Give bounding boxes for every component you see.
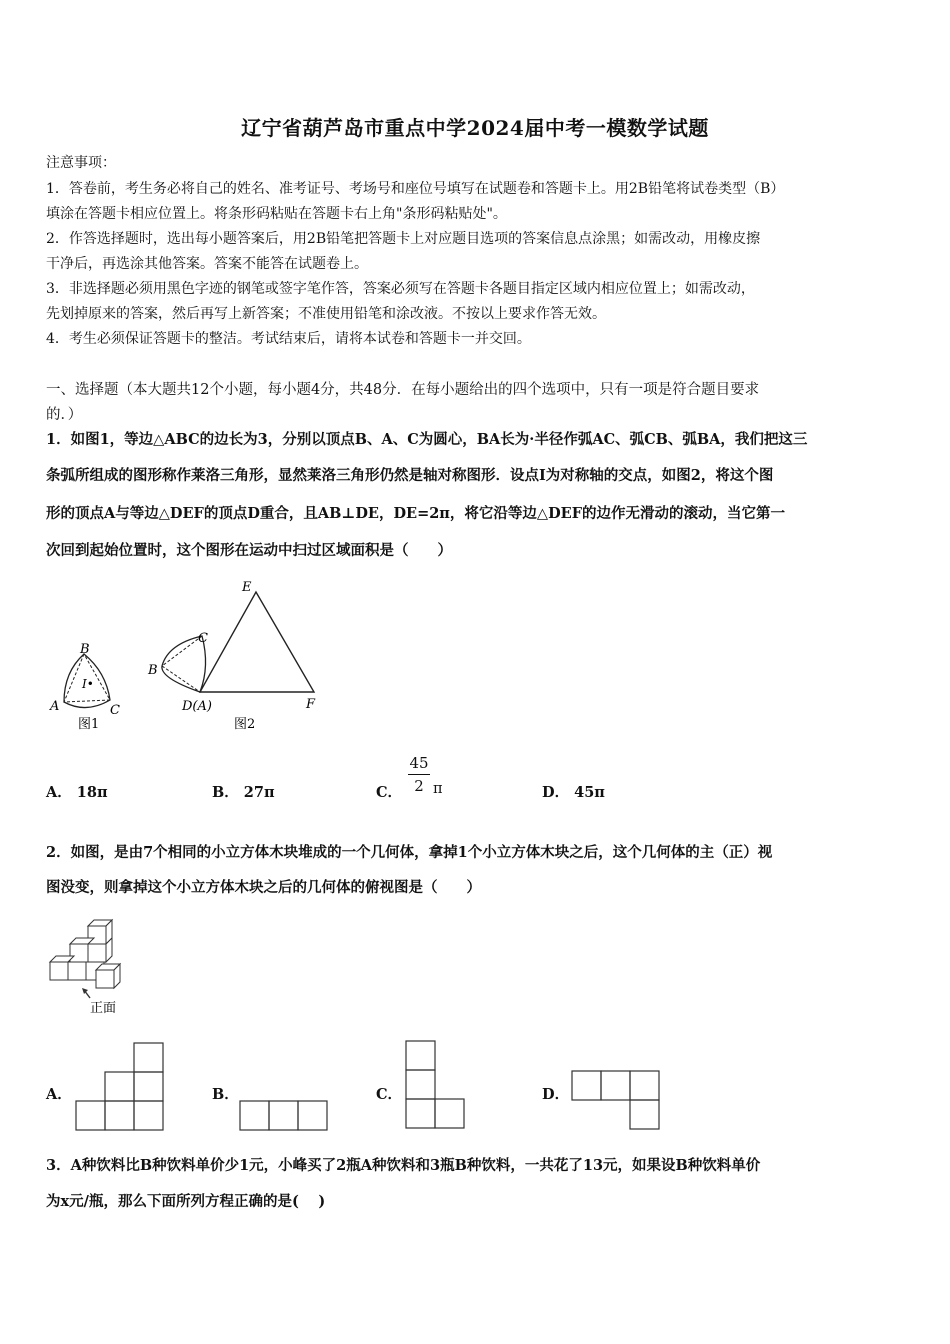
fig1-label-a: A (50, 699, 60, 714)
page-title: 辽宁省葫芦岛市重点中学2024届中考一模数学试题 (241, 116, 709, 140)
reuleaux-figure-2 (146, 574, 326, 736)
cube-stack-figure (44, 916, 134, 1024)
q1-text: 1．如图1，等边△ABC的边长为3，分别以顶点B、A、C为圆心，BA长为·半径作弧AC、弧CB、弧BA，我们把这三 (46, 431, 808, 448)
q1-text: 次回到起始位置时，这个图形在运动中扫过区域面积是（ ） (46, 542, 452, 559)
front-label: 正面 (90, 1001, 117, 1016)
q2-option-a-figure (74, 1042, 166, 1132)
q2-option-c-figure (404, 1040, 468, 1132)
fig1-label-b: B (80, 642, 90, 657)
fig1-label-i: I• (82, 677, 94, 691)
fig1-caption: 图1 (78, 717, 100, 732)
q2-text: 2．如图，是由7个相同的小立方体木块堆成的一个几何体，拿掉1个小立方体木块之后，这个几何体的主（正）视 (46, 844, 773, 861)
notice-line: 填涂在答题卡相应位置上。将条形码粘贴在答题卡右上角"条形码粘贴处"。 (46, 206, 507, 222)
section-heading: 的．） (46, 407, 83, 423)
fraction-bar (408, 774, 430, 775)
notice-line: 2．作答选择题时，选出每小题答案后，用2B铅笔把答题卡上对应题目选项的答案信息点涂黑；如需改动，用橡皮擦 (46, 231, 761, 247)
notice-line: 1．答卷前，考生务必将自己的姓名、准考证号、考场号和座位号填写在试题卷和答题卡上。用2B铅笔将试卷类型（B） (46, 181, 785, 197)
q2-text: 图没变，则拿掉这个小立方体木块之后的几何体的俯视图是（ ） (46, 879, 481, 896)
fig2-label-c: C (198, 631, 208, 646)
q1-option-c-pi: π (433, 781, 443, 797)
q2-option-d-figure (570, 1070, 662, 1132)
section-heading: 一、选择题（本大题共12个小题，每小题4分，共48分．在每小题给出的四个选项中，只有一项是符合题目要求 (46, 382, 760, 398)
q2-option-d[interactable]: D． (542, 1086, 570, 1103)
q1-text: 形的顶点A与等边△DEF的顶点D重合，且AB⊥DE，DE=2π，将它沿等边△DEF的边作无滑动的滚动，当它第一 (46, 505, 785, 522)
q2-option-b[interactable]: B． (212, 1086, 239, 1103)
fig2-label-d: D(A) (182, 699, 212, 714)
fig2-label-f: F (306, 697, 316, 712)
q2-option-a[interactable]: A． (46, 1086, 72, 1103)
q2-option-c[interactable]: C． (376, 1086, 403, 1103)
reuleaux-figure-1 (44, 636, 134, 734)
notice-line: 3．非选择题必须用黑色字迹的钢笔或签字笔作答，答案必须写在答题卡各题目指定区域内相应位置上；如需改动， (46, 281, 755, 297)
q1-option-c[interactable]: C． (376, 784, 403, 801)
q2-option-b-figure (238, 1100, 330, 1132)
q3-text: 为x元/瓶，那么下面所列方程正确的是( ) (46, 1193, 326, 1210)
q1-option-b[interactable]: B． 27π (212, 784, 275, 801)
fig2-caption: 图2 (234, 717, 256, 732)
q1-text: 条弧所组成的图形称作莱洛三角形，显然莱洛三角形仍然是轴对称图形．设点I为对称轴的交点，如图2，将这个图 (46, 467, 774, 484)
fig2-label-e: E (242, 580, 252, 595)
q1-option-c-fraction (408, 754, 430, 795)
notice-line: 先划掉原来的答案，然后再写上新答案；不准使用铅笔和涂改液。不按以上要求作答无效。 (46, 306, 606, 322)
fraction-denominator: 2 (414, 777, 424, 795)
notice-line: 干净后，再选涂其他答案。答案不能答在试题卷上。 (46, 256, 368, 272)
fraction-numerator: 45 (409, 754, 429, 772)
notice-line: 4．考生必须保证答题卡的整洁。考试结束后，请将本试卷和答题卡一并交回。 (46, 331, 531, 347)
q1-option-d[interactable]: D． 45π (542, 784, 605, 801)
fig2-label-b: B (148, 663, 158, 678)
q3-text: 3．A种饮料比B种饮料单价少1元，小峰买了2瓶A种饮料和3瓶B种饮料，一共花了13元，如果设B种饮料单价 (46, 1157, 761, 1174)
notice-heading: 注意事项： (46, 155, 116, 171)
fig1-label-c: C (110, 703, 120, 718)
q1-option-a[interactable]: A． 18π (46, 784, 108, 801)
